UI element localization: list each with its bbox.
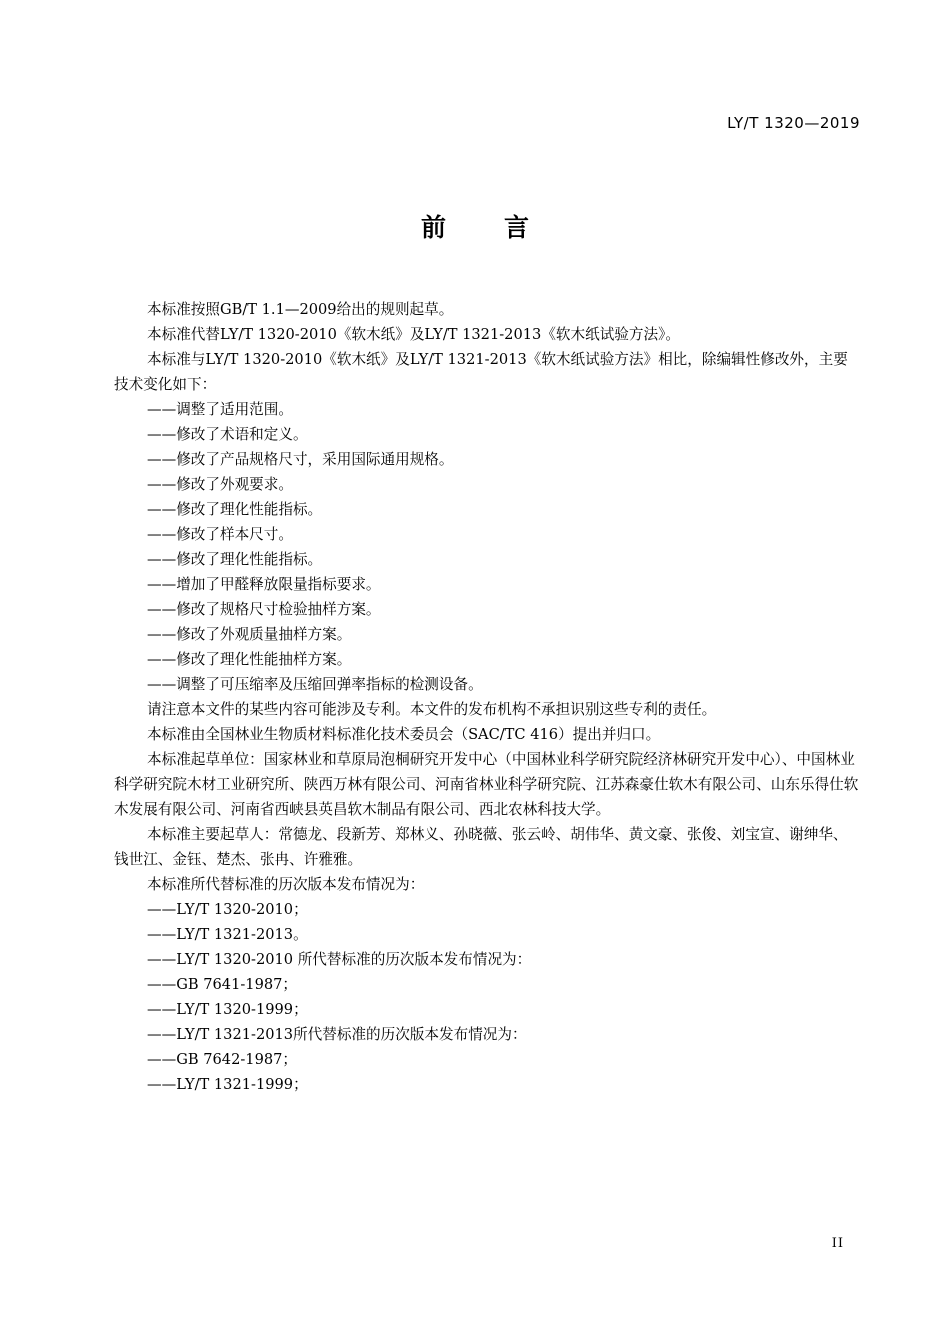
notice-paragraph: 本标准由全国林业生物质材料标准化技术委员会（SAC/TC 416）提出并归口。 xyxy=(147,726,661,743)
paragraph: 本标准代替LY/T 1320-2010《软木纸》及LY/T 1321-2013《软木纸试验方法》。 xyxy=(147,326,680,343)
title-char-1: 前 xyxy=(420,213,446,242)
change-item: ——修改了理化性能抽样方案。 xyxy=(147,651,352,668)
history-intro: 本标准所代替标准的历次版本发布情况为： xyxy=(147,876,425,893)
history-item: ——GB 7641-1987； xyxy=(147,976,298,993)
change-item: ——修改了理化性能指标。 xyxy=(147,551,323,568)
paragraph: 本标准按照GB/T 1.1—2009给出的规则起草。 xyxy=(147,301,454,318)
history-item: ——LY/T 1321-2013。 xyxy=(147,926,308,943)
drafting-units: 本标准起草单位：国家林业和草原局泡桐研究开发中心（中国林业科学研究院经济林研究开发中心）、中国林业科学研究院木材工业研究所、陕西万林有限公司、河南省林业科学研究院、江苏森豪仕软木有限公司、山东乐得仕软木发展有限公司、河南省西峡县英昌软木制品有限公司、西北农林科技大学。 xyxy=(114,751,859,818)
change-item: ——修改了产品规格尺寸，采用国际通用规格。 xyxy=(147,451,454,468)
foreword-body xyxy=(114,297,862,1097)
change-item: ——修改了术语和定义。 xyxy=(147,426,308,443)
change-item: ——修改了样本尺寸。 xyxy=(147,526,293,543)
history-item: ——LY/T 1321-2013所代替标准的历次版本发布情况为： xyxy=(147,1026,527,1043)
drafters: 本标准主要起草人：常德龙、段新芳、郑林义、孙晓薇、张云岭、胡伟华、黄文豪、张俊、刘宝宣、谢绅华、钱世江、金钰、楚杰、张冉、许雅雅。 xyxy=(114,826,848,868)
history-item: ——GB 7642-1987； xyxy=(147,1051,298,1068)
change-item: ——调整了适用范围。 xyxy=(147,401,293,418)
change-item: ——增加了甲醛释放限量指标要求。 xyxy=(147,576,381,593)
notice-paragraph: 请注意本文件的某些内容可能涉及专利。本文件的发布机构不承担识别这些专利的责任。 xyxy=(147,701,717,718)
standard-code: LY/T 1320—2019 xyxy=(727,114,860,132)
title-char-2: 言 xyxy=(504,213,530,242)
paragraph: 本标准与LY/T 1320-2010《软木纸》及LY/T 1321-2013《软木纸试验方法》相比，除编辑性修改外，主要技术变化如下： xyxy=(114,351,848,393)
change-item: ——修改了外观要求。 xyxy=(147,476,293,493)
history-item: ——LY/T 1320-2010； xyxy=(147,901,308,918)
history-item: ——LY/T 1321-1999； xyxy=(147,1076,308,1093)
change-item: ——修改了规格尺寸检验抽样方案。 xyxy=(147,601,381,618)
history-item: ——LY/T 1320-1999； xyxy=(147,1001,308,1018)
change-item: ——修改了外观质量抽样方案。 xyxy=(147,626,352,643)
change-item: ——调整了可压缩率及压缩回弹率指标的检测设备。 xyxy=(147,676,483,693)
page-number: II xyxy=(831,1236,844,1251)
page-title xyxy=(0,208,950,244)
change-item: ——修改了理化性能指标。 xyxy=(147,501,323,518)
history-item: ——LY/T 1320-2010 所代替标准的历次版本发布情况为： xyxy=(147,951,532,968)
